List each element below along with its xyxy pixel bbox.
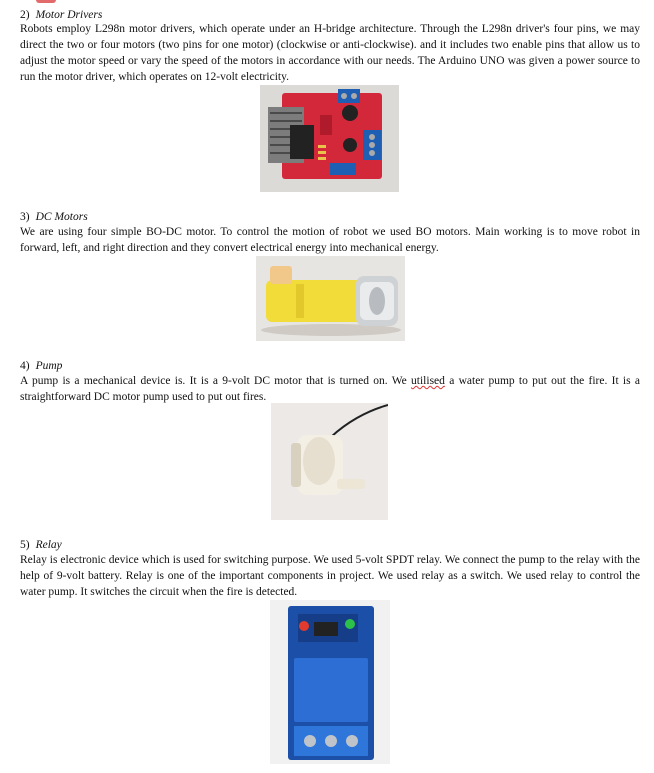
section-heading-motor-drivers bbox=[20, 8, 102, 22]
previous-figure-edge bbox=[36, 0, 56, 3]
water-pump-photo bbox=[271, 403, 388, 520]
section-title: Relay bbox=[35, 539, 62, 551]
paragraph-dc-motors: We are using four simple BO-DC motor. To control the motion of robot we used BO motors. Main working is to move robot in forward, left, and right direction and they convert electrical energy into mechanical energy. bbox=[20, 226, 640, 254]
section-title: Pump bbox=[35, 360, 63, 372]
section-number: 5) bbox=[20, 539, 30, 551]
section-title: Motor Drivers bbox=[35, 9, 103, 21]
pump-text-part2: a water pump to put out the fire. It is a straightforward DC motor pump used to put out fires. bbox=[20, 375, 641, 403]
section-heading-pump bbox=[20, 359, 62, 373]
l298n-motor-driver-photo bbox=[260, 85, 399, 192]
section-number: 3) bbox=[20, 211, 30, 223]
section-heading-relay bbox=[20, 538, 62, 552]
section-heading-dc-motors bbox=[20, 210, 88, 224]
paragraph-relay: Relay is electronic device which is used for switching purpose. We used 5-volt SPDT relay. We connect the pump to the relay with the help of 9-volt battery. Relay is one of the important components in project. We used relay as a switch. We used relay to control the water pump. It switches the circuit when the fire is detected. bbox=[20, 554, 640, 598]
paragraph-motor-drivers: Robots employ L298n motor drivers, which operate under an H-bridge architecture. Through the L298n driver's four pins, we may direct the two or four motors (two pins for one motor) (clockwise or anti-clockwise). and it includes two enable pins that allow us to adjust the motor speed or vary the speed of the motors in accordance with our needs. The Arduino UNO was given a power source to run the motor driver, which operates on 12-volt electricity. bbox=[20, 23, 640, 83]
paragraph-pump bbox=[20, 373, 640, 405]
pump-text-part1: A pump is a mechanical device is. It is a 9-volt DC motor that is turned on. We bbox=[20, 375, 412, 387]
spelling-flagged-word: utilised bbox=[411, 375, 445, 387]
section-number: 4) bbox=[20, 360, 30, 372]
section-title: DC Motors bbox=[35, 211, 88, 223]
bo-dc-motor-photo bbox=[256, 256, 405, 341]
relay-module-photo bbox=[270, 600, 390, 764]
section-number: 2) bbox=[20, 9, 30, 21]
